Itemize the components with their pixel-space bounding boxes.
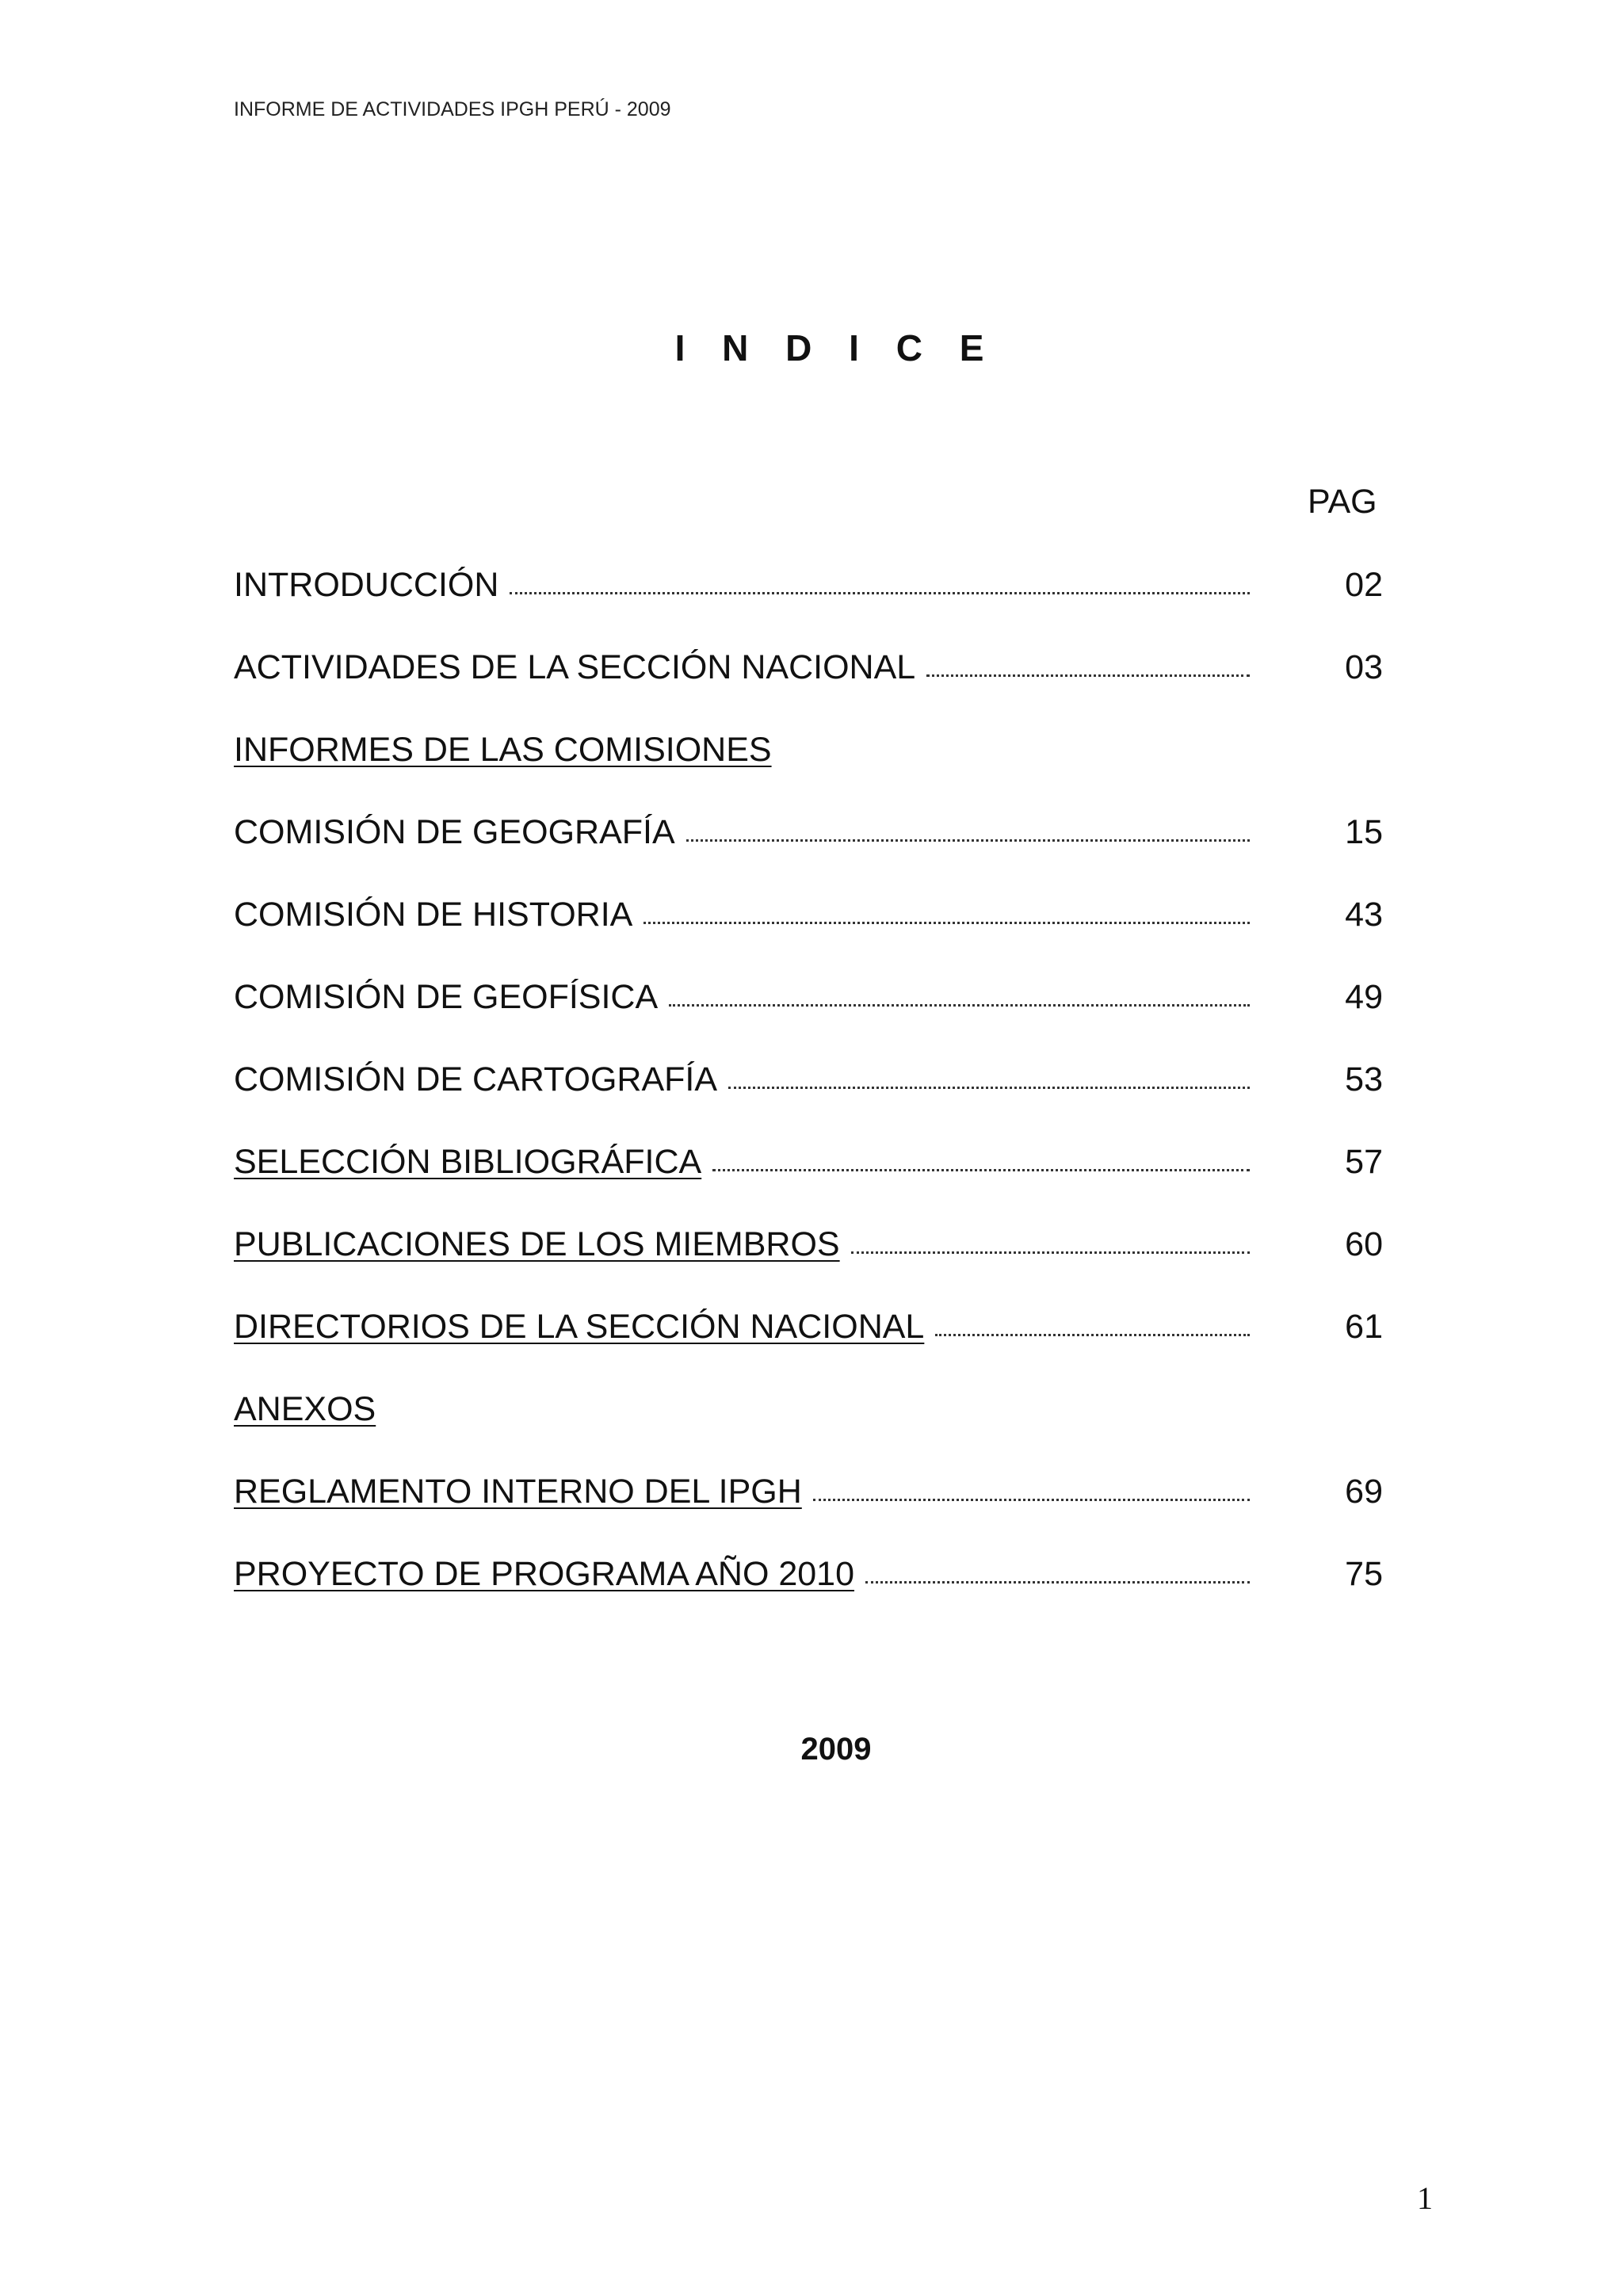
toc-entry-page: 75 xyxy=(1345,1555,1383,1593)
toc-entry-page: 61 xyxy=(1345,1308,1383,1346)
toc-entry-page: 57 xyxy=(1345,1143,1383,1181)
toc-section-anexos[interactable] xyxy=(234,1387,1383,1469)
toc-entry-seleccion-bibliografica[interactable] xyxy=(234,1140,1383,1222)
dot-leader xyxy=(851,1251,1250,1254)
toc-entry-page: 49 xyxy=(1345,978,1383,1016)
toc-entry-geografia[interactable] xyxy=(234,810,1383,892)
toc-entry-page: 60 xyxy=(1345,1225,1383,1263)
toc-entry-reglamento[interactable] xyxy=(234,1469,1383,1552)
dot-leader xyxy=(813,1499,1250,1501)
toc-entry-historia[interactable] xyxy=(234,892,1383,975)
toc-entry-page: 15 xyxy=(1345,813,1383,851)
dot-leader xyxy=(686,839,1250,842)
toc-section-informes[interactable] xyxy=(234,728,1383,810)
toc-entry-label: INTRODUCCIÓN xyxy=(234,566,499,604)
toc-entry-cartografia[interactable] xyxy=(234,1057,1383,1140)
dot-leader xyxy=(935,1334,1250,1336)
toc-entry-label: COMISIÓN DE GEOGRAFÍA xyxy=(234,813,675,851)
toc-entry-label: PUBLICACIONES DE LOS MIEMBROS xyxy=(234,1225,840,1263)
table-of-contents xyxy=(234,563,1383,1634)
dot-leader xyxy=(728,1087,1250,1089)
toc-entry-page: 43 xyxy=(1345,896,1383,934)
dot-leader xyxy=(712,1169,1250,1171)
toc-entry-page: 03 xyxy=(1345,648,1383,686)
dot-leader xyxy=(926,674,1250,677)
toc-entry-introduccion[interactable] xyxy=(234,563,1383,645)
toc-entry-label: REGLAMENTO INTERNO DEL IPGH xyxy=(234,1473,802,1511)
toc-entry-page: 02 xyxy=(1345,566,1383,604)
dot-leader xyxy=(510,592,1250,594)
toc-section-label: ANEXOS xyxy=(234,1390,376,1428)
page-column-label: PAG xyxy=(1308,483,1377,521)
toc-entry-label: SELECCIÓN BIBLIOGRÁFICA xyxy=(234,1143,702,1181)
dot-leader xyxy=(669,1004,1250,1007)
toc-entry-label: COMISIÓN DE GEOFÍSICA xyxy=(234,978,659,1016)
toc-entry-label: DIRECTORIOS DE LA SECCIÓN NACIONAL xyxy=(234,1308,925,1346)
page-number: 1 xyxy=(1417,2180,1433,2216)
toc-entry-page: 53 xyxy=(1345,1060,1383,1098)
toc-entry-proyecto-programa[interactable] xyxy=(234,1552,1383,1634)
toc-section-label: INFORMES DE LAS COMISIONES xyxy=(234,731,772,769)
toc-entry-label: ACTIVIDADES DE LA SECCIÓN NACIONAL xyxy=(234,648,916,686)
toc-entry-geofisica[interactable] xyxy=(234,975,1383,1057)
toc-entry-actividades[interactable] xyxy=(234,645,1383,728)
running-header: INFORME DE ACTIVIDADES IPGH PERÚ - 2009 xyxy=(234,98,671,120)
document-year: 2009 xyxy=(800,1732,872,1767)
toc-entry-publicaciones[interactable] xyxy=(234,1222,1383,1305)
toc-entry-label: COMISIÓN DE CARTOGRAFÍA xyxy=(234,1060,718,1098)
toc-entry-label: PROYECTO DE PROGRAMA AÑO 2010 xyxy=(234,1555,855,1593)
dot-leader xyxy=(643,922,1250,924)
index-title: I N D I C E xyxy=(674,327,998,369)
toc-entry-page: 69 xyxy=(1345,1473,1383,1511)
dot-leader xyxy=(865,1581,1250,1584)
toc-entry-directorios[interactable] xyxy=(234,1305,1383,1387)
toc-entry-label: COMISIÓN DE HISTORIA xyxy=(234,896,633,934)
